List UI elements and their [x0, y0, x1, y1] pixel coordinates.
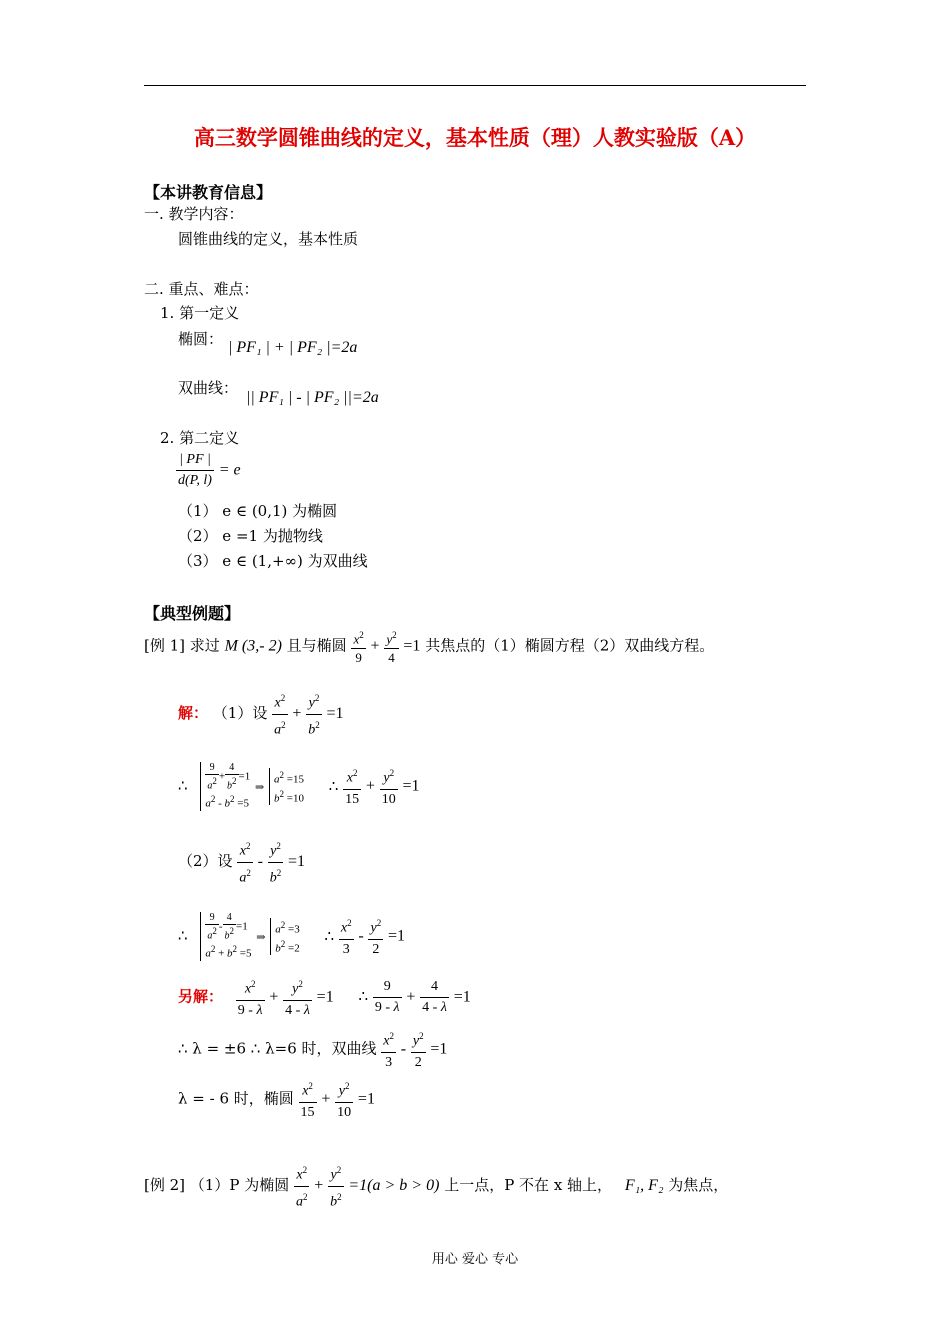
- section-examples-header: 【典型例题】: [144, 604, 241, 623]
- example2-statement: [例 2] （1）P 为椭圆 $\frac{x^2}{a^2}$ + $\frac{y^2}{b^2}$ =1(a > b > 0) 上一点，P 不在 x 轴上， F₁, F₂ 为焦点，: [144, 1160, 728, 1212]
- page-footer: 用心 爱心 专心: [431, 1252, 519, 1267]
- alt-solution: 另解： $\frac{x^2}{9 - \lambda}$ + $\frac{y^2}{4 - \lambda}$ =1 ∴ $\frac{9}{9 - \lambda}$ + $\frac{4}{4 - \lambda}$ =1: [178, 974, 471, 1021]
- therefore-1: ∴: [178, 776, 188, 795]
- ratio-denominator: d(P, l): [176, 470, 214, 491]
- solution-part2: （2）设 $\frac{x^2}{a^2}$ - $\frac{y^2}{b^2}$ =1: [178, 836, 305, 888]
- example1-suffix: 共焦点的（1）椭圆方程（2）双曲线方程。: [425, 636, 715, 655]
- example2-foci: F₁, F₂: [624, 1177, 664, 1195]
- def1-label: 1. 第一定义: [160, 304, 240, 322]
- lambda-negative-line: λ = - 6 时，椭圆 $\frac{x^2}{15}$ + $\frac{y^2}{10}$ =1: [178, 1076, 375, 1123]
- solution-part1: 解： （1）设 $\frac{x^2}{a^2}$ + $\frac{y^2}{b^2}$ =1: [178, 688, 344, 740]
- page-title: 高三数学圆锥曲线的定义，基本性质（理）人教实验版（A）: [193, 125, 757, 150]
- example1-mid: 且与椭圆: [286, 636, 347, 655]
- example1-statement: [例 1] 求过 M (3,- 2) 且与椭圆 $\frac{x^2}{9}$ + $\frac{y^2}{4}$ =1 共焦点的（1）椭圆方程（2）双曲线方程。: [144, 630, 715, 666]
- hyperbola-formula: || PF₁ | - | PF₂ ||=2a: [246, 389, 379, 406]
- section-info-header: 【本讲教育信息】: [144, 183, 273, 202]
- ratio-equals: = e: [218, 461, 241, 479]
- example2-mid: 上一点，P 不在 x 轴上，: [444, 1176, 613, 1195]
- key-label: 二. 重点、难点：: [144, 280, 259, 298]
- content-text: 圆锥曲线的定义，基本性质: [178, 230, 359, 248]
- example2-condition: =1(a > b > 0): [348, 1177, 440, 1195]
- solution-part1-system: ∴ $\frac{9}{a^2}$ + $\frac{4}{b^2}$ =1 $a^2 - b^2 =5$ ⇒ $a^2 =15$ $b^2 =10$ ∴ $\frac{x^2}{15}$ + $\frac{y^2}{10}$ =1: [178, 762, 420, 810]
- therefore-3: ∴: [178, 926, 188, 945]
- lambda-line: ∴ λ = ±6 ∴ λ=6 时，双曲线 $\frac{x^2}{3}$ - $\frac{y^2}{2}$ =1: [178, 1026, 447, 1073]
- part2-label: （2）设: [178, 852, 233, 871]
- header-rule: [144, 85, 806, 86]
- example1-point: M (3,- 2): [224, 637, 282, 655]
- example2-suffix: 为焦点，: [668, 1176, 729, 1195]
- part1-label: （1）设: [212, 704, 268, 723]
- content-label: 一. 教学内容：: [144, 205, 244, 223]
- example1-prefix: [例 1] 求过: [144, 636, 220, 655]
- ellipse-formula: | PF₁ | + | PF₂ |=2a: [228, 339, 358, 356]
- ratio-fraction: [176, 450, 214, 491]
- ellipse-label: 椭圆：: [178, 330, 224, 348]
- case-1: （1） e ∈ (0,1) 为椭圆: [178, 502, 338, 520]
- hyperbola-label: 双曲线：: [178, 379, 239, 397]
- case-2: （2） e =1 为抛物线: [178, 527, 323, 545]
- example2-prefix: [例 2] （1）P 为椭圆: [144, 1176, 290, 1195]
- therefore-5: ∴: [358, 987, 369, 1006]
- alt-label: 另解：: [178, 987, 224, 1006]
- ratio-numerator: | PF |: [179, 452, 211, 467]
- lambda-text: ∴ λ = ±6 ∴ λ=6 时，双曲线: [178, 1039, 377, 1058]
- lambda-neg-text: λ = - 6 时，椭圆: [178, 1089, 294, 1108]
- solution-part2-system: ∴ $\frac{9}{a^2}$ - $\frac{4}{b^2}$ =1 $a^2 + b^2 =5$ ⇒ $a^2 =3$ $b^2 =2$ ∴ $\frac{x^2}{3}$ - $\frac{y^2}{2}$ =1: [178, 912, 406, 960]
- def2-label: 2. 第二定义: [160, 429, 240, 447]
- second-definition-formula: [176, 450, 241, 491]
- therefore-4: ∴: [324, 926, 335, 945]
- case-3: （3） e ∈ (1,+∞) 为双曲线: [178, 552, 368, 570]
- therefore-2: ∴: [328, 776, 339, 795]
- solve-label: 解：: [178, 704, 209, 723]
